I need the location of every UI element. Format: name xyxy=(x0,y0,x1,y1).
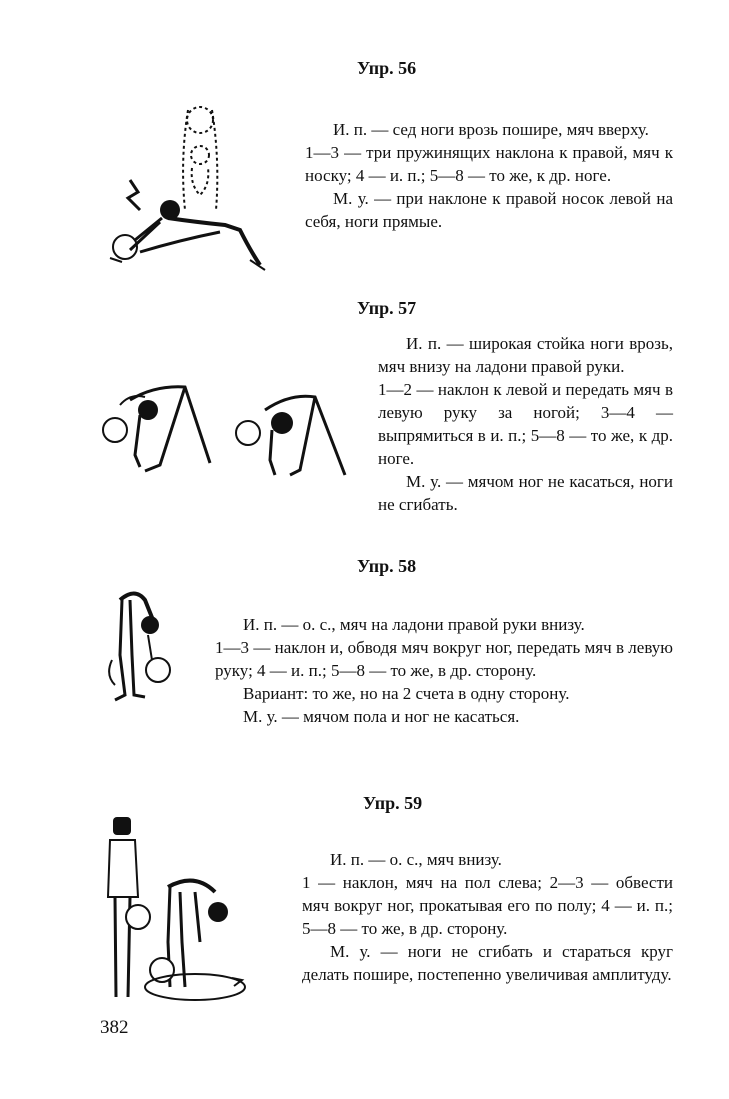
exercise-58-illustration xyxy=(100,585,180,710)
exercise-58-line-1: И. п. — о. с., мяч на ладони правой руки внизу. xyxy=(243,615,585,634)
exercise-56-line-2: 1—3 — три пружинящих наклона к правой, мяч к носку; 4 — и. п.; 5—8 — то же, к др. ноге. xyxy=(305,143,673,185)
page-number: 382 xyxy=(100,1017,129,1038)
exercise-56-text xyxy=(305,118,673,233)
exercise-56-title: Упр. 56 xyxy=(357,58,417,78)
exercise-57-line-2: 1—2 — наклон к левой и передать мяч в левую руку за ногой; 3—4 — выпрямиться в и. п.; 5—8 — то же, к др. ноге. xyxy=(378,380,673,468)
exercise-58-line-2: 1—3 — наклон и, обводя мяч вокруг ног, передать мяч в левую руку; 4 — и. п.; 5—8 — то же, в др. сторону. xyxy=(215,638,673,680)
exercise-58-title: Упр. 58 xyxy=(357,556,417,576)
exercise-57-title: Упр. 57 xyxy=(357,298,417,318)
exercise-57-line-1: И. п. — широкая стойка ноги врозь, мяч внизу на ладони правой руки. xyxy=(378,334,673,376)
exercise-58-text xyxy=(215,613,673,728)
exercise-59-line-3: М. у. — ноги не сгибать и стараться круг делать пошире, постепенно увеличивая амплитуду. xyxy=(302,942,673,984)
exercise-59-line-2: 1 — наклон, мяч на пол слева; 2—3 — обвести мяч вокруг ног, прокатывая его по полу; 4 — и. п.; 5—8 — то же, в др. сторону. xyxy=(302,873,673,938)
exercise-59-title: Упр. 59 xyxy=(363,793,423,813)
exercise-59-text xyxy=(302,848,673,986)
exercise-57-illustration xyxy=(100,375,355,490)
exercise-59-illustration xyxy=(100,812,250,1012)
exercise-56-illustration xyxy=(100,100,270,275)
exercise-56-line-1: И. п. — сед ноги врозь пошире, мяч вверху. xyxy=(333,120,649,139)
exercise-57-text xyxy=(378,332,673,516)
exercise-56-line-3: М. у. — при наклоне к правой носок левой на себя, ноги прямые. xyxy=(305,189,673,231)
exercise-59-line-1: И. п. — о. с., мяч внизу. xyxy=(330,850,502,869)
exercise-58-line-3: Вариант: то же, но на 2 счета в одну сторону. xyxy=(243,684,570,703)
exercise-58-line-4: М. у. — мячом пола и ног не касаться. xyxy=(243,707,520,726)
exercise-57-line-3: М. у. — мячом ног не касаться, ноги не сгибать. xyxy=(378,472,673,514)
